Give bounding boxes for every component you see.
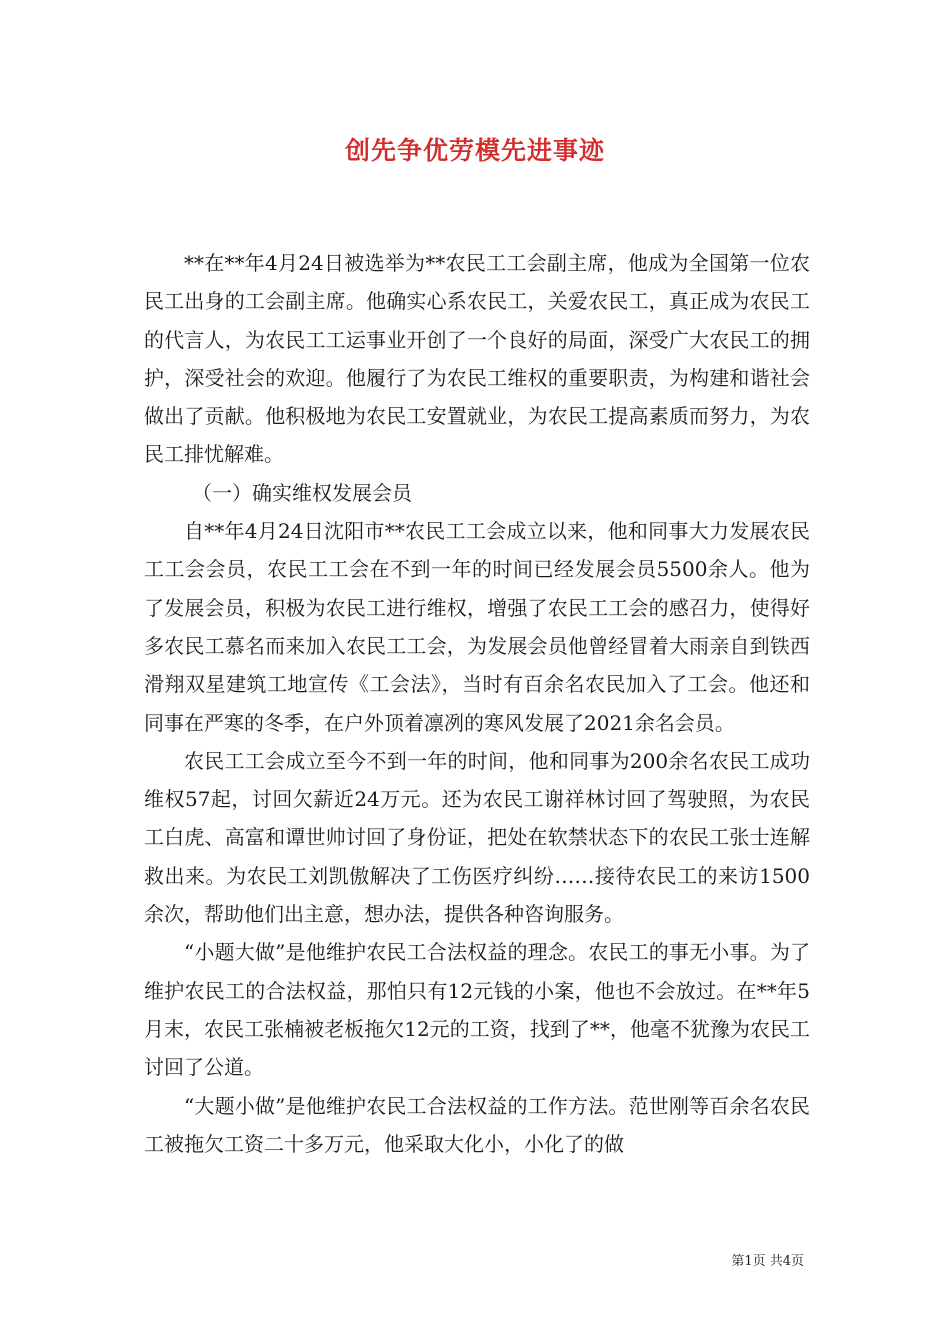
document-body bbox=[144, 244, 810, 1163]
paragraph-membership: 自**年4月24日沈阳市**农民工工会成立以来，他和同事大力发展农民工工会会员，农民工工会在不到一年的时间已经发展会员5500余人。他为了发展会员，积极为农民工进行维权，增强了农民工工会的感召力，使得好多农民工慕名而来加入农民工工会，为发展会员他曾经冒着大雨亲自到铁西滑翔双星建筑工地宣传《工会法》，当时有百余名农民加入了工会。他还和同事在严寒的冬季，在户外顶着凛冽的寒风发展了2021余名会员。 bbox=[144, 519, 810, 735]
paragraph-intro: **在**年4月24日被选举为**农民工工会副主席，他成为全国第一位农民工出身的工会副主席。他确实心系农民工，关爱农民工，真正成为农民工的代言人，为农民工工运事业开创了一个良好的局面，深受广大农民工的拥护，深受社会的欢迎。他履行了为农民工维权的重要职责，为构建和谐社会做出了贡献。他积极地为农民工安置就业，为农民工提高素质而努力，为农民工排忧解难。 bbox=[144, 251, 810, 467]
paragraph-large-matters: “大题小做”是他维护农民工合法权益的工作方法。范世刚等百余名农民工被拖欠工资二十多万元，他采取大化小，小化了的做 bbox=[144, 1093, 810, 1156]
paragraph-small-matters: “小题大做”是他维护农民工合法权益的理念。农民工的事无小事。为了维护农民工的合法权益，那怕只有12元钱的小案，他也不会放过。在**年5月末，农民工张楠被老板拖欠12元的工资，找到了**，他毫不犹豫为农民工讨回了公道。 bbox=[144, 940, 810, 1080]
page-number: 第1页 共4页 bbox=[731, 1254, 804, 1269]
document-title: 创先争优劳模先进事迹 bbox=[344, 136, 605, 165]
paragraph-rights-cases: 农民工工会成立至今不到一年的时间，他和同事为200余名农民工成功维权57起，讨回欠薪近24万元。还为农民工谢祥林讨回了驾驶照，为农民工白虎、高富和谭世帅讨回了身份证，把处在软禁状态下的农民工张士连解救出来。为农民工刘凯傲解决了工伤医疗纠纷……接待农民工的来访1500余次，帮助他们出主意，想办法，提供各种咨询服务。 bbox=[144, 748, 810, 927]
section-heading: （一）确实维权发展会员 bbox=[192, 480, 412, 505]
